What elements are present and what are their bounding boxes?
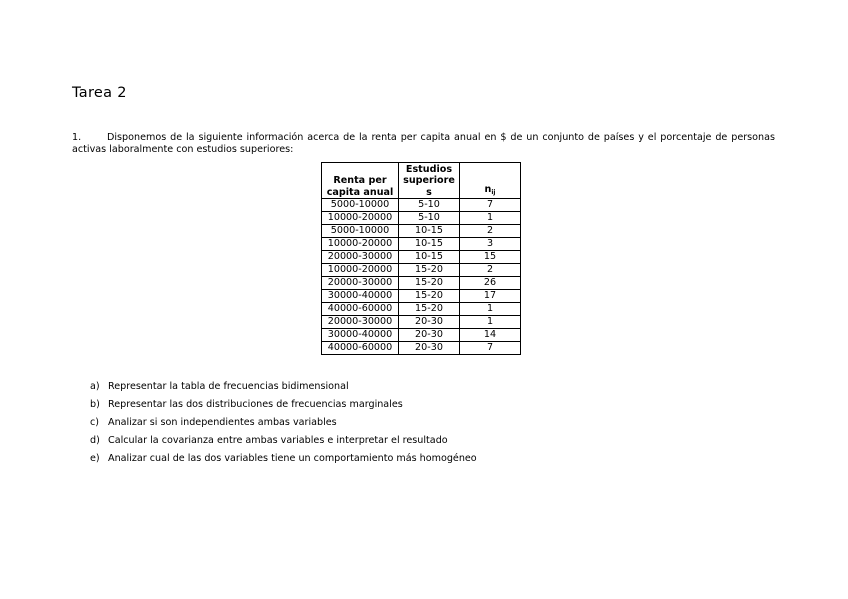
table-row <box>322 251 521 264</box>
cell-nij: 15 <box>460 251 521 264</box>
cell-estudios: 5-10 <box>399 199 460 212</box>
task-marker: b) <box>90 399 100 410</box>
cell-nij: 1 <box>460 303 521 316</box>
cell-nij: 26 <box>460 277 521 290</box>
task-marker: a) <box>90 381 100 392</box>
table-header-row <box>322 163 521 199</box>
page-title: Tarea 2 <box>72 85 127 101</box>
cell-renta: 10000-20000 <box>322 238 399 251</box>
task-text: Analizar cual de las dos variables tiene un comportamiento más homogéneo <box>108 453 477 464</box>
cell-nij: 2 <box>460 225 521 238</box>
task-item <box>90 434 477 452</box>
table-row <box>322 199 521 212</box>
cell-estudios: 15-20 <box>399 277 460 290</box>
header-nij-sub: ij <box>491 188 496 196</box>
task-item <box>90 416 477 434</box>
cell-estudios: 15-20 <box>399 303 460 316</box>
table-row <box>322 329 521 342</box>
cell-estudios: 20-30 <box>399 342 460 355</box>
cell-nij: 14 <box>460 329 521 342</box>
cell-nij: 7 <box>460 199 521 212</box>
cell-estudios: 10-15 <box>399 225 460 238</box>
table-row <box>322 303 521 316</box>
task-text: Representar la tabla de frecuencias bidimensional <box>108 381 349 392</box>
cell-renta: 40000-60000 <box>322 303 399 316</box>
cell-estudios: 15-20 <box>399 290 460 303</box>
task-marker: e) <box>90 453 100 464</box>
table-row <box>322 277 521 290</box>
question-text: Disponemos de la siguiente información acerca de la renta per capita anual en $ de un conjunto de países y el porcentaje de personas activas laboralmente con estudios superiores: <box>72 132 775 155</box>
cell-nij: 1 <box>460 212 521 225</box>
question-number: 1. <box>72 132 82 143</box>
task-text: Calcular la covarianza entre ambas variables e interpretar el resultado <box>108 435 448 446</box>
cell-estudios: 20-30 <box>399 316 460 329</box>
table-row <box>322 212 521 225</box>
cell-estudios: 15-20 <box>399 264 460 277</box>
cell-renta: 20000-30000 <box>322 277 399 290</box>
table-row <box>322 290 521 303</box>
task-text: Representar las dos distribuciones de frecuencias marginales <box>108 399 403 410</box>
table-row <box>322 342 521 355</box>
task-text: Analizar si son independientes ambas variables <box>108 417 337 428</box>
cell-renta: 5000-10000 <box>322 225 399 238</box>
cell-nij: 3 <box>460 238 521 251</box>
frequency-table <box>321 162 521 355</box>
cell-renta: 5000-10000 <box>322 199 399 212</box>
header-renta: Renta per capita anual <box>322 163 399 199</box>
cell-renta: 40000-60000 <box>322 342 399 355</box>
cell-renta: 10000-20000 <box>322 264 399 277</box>
table-row <box>322 264 521 277</box>
task-item <box>90 452 477 470</box>
header-nij <box>460 163 521 199</box>
cell-estudios: 10-15 <box>399 238 460 251</box>
cell-estudios: 20-30 <box>399 329 460 342</box>
table-row <box>322 238 521 251</box>
cell-nij: 2 <box>460 264 521 277</box>
question-1 <box>72 132 775 156</box>
table-row <box>322 225 521 238</box>
cell-nij: 17 <box>460 290 521 303</box>
cell-estudios: 5-10 <box>399 212 460 225</box>
task-marker: d) <box>90 435 100 446</box>
task-list <box>90 380 477 470</box>
header-nij-base: n <box>484 183 492 195</box>
header-estudios: Estudios superiore s <box>399 163 460 199</box>
cell-renta: 20000-30000 <box>322 316 399 329</box>
task-item <box>90 398 477 416</box>
cell-nij: 7 <box>460 342 521 355</box>
cell-renta: 20000-30000 <box>322 251 399 264</box>
task-marker: c) <box>90 417 100 428</box>
cell-nij: 1 <box>460 316 521 329</box>
cell-renta: 30000-40000 <box>322 290 399 303</box>
cell-renta: 10000-20000 <box>322 212 399 225</box>
task-item <box>90 380 477 398</box>
cell-renta: 30000-40000 <box>322 329 399 342</box>
cell-estudios: 10-15 <box>399 251 460 264</box>
table-body <box>322 199 521 355</box>
table-row <box>322 316 521 329</box>
